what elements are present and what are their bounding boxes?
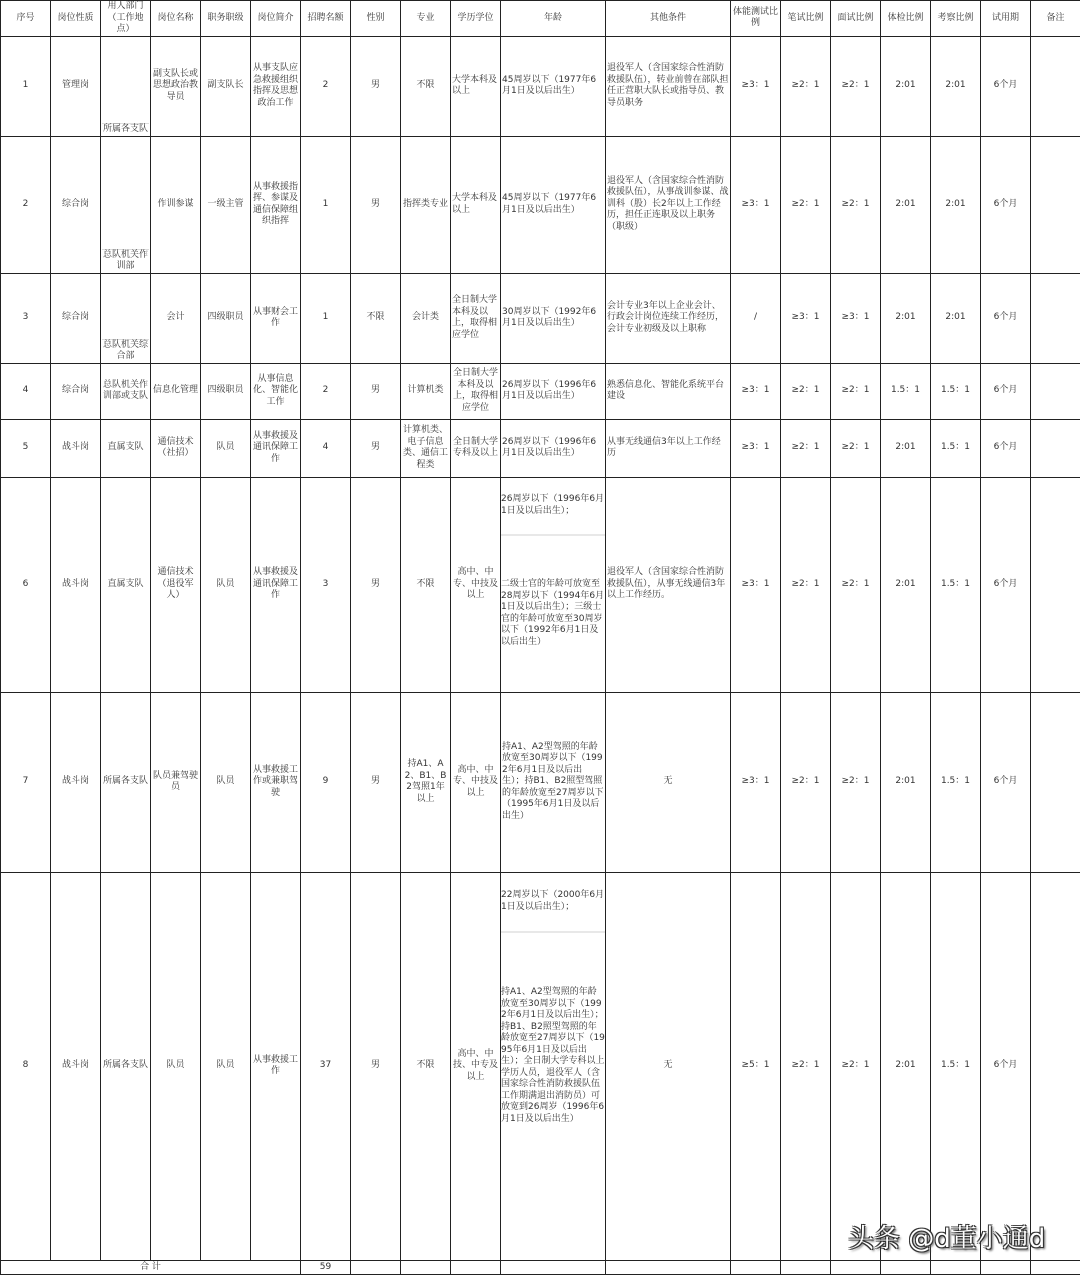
header-nature: 岗位性质: [51, 1, 101, 37]
cell-interview: ≥2：1: [831, 136, 881, 273]
cell-age: 45周岁以下（1977年6月1日及以后出生）: [501, 36, 606, 136]
cell-medical: 2:01: [881, 273, 931, 363]
cell-major: 指挥类专业: [401, 136, 451, 273]
cell-age: 45周岁以下（1977年6月1日及以后出生）: [501, 136, 606, 273]
cell-medical: 2:01: [881, 477, 931, 692]
cell-other: 无: [606, 872, 731, 1260]
cell-remark: [1031, 872, 1080, 1260]
cell-education: 大学本科及以上: [451, 36, 501, 136]
age-line: 26周岁以下（1996年6月1日及以后出生）；: [501, 478, 605, 534]
table-row: [1, 363, 1080, 419]
cell-probation: 6个月: [981, 363, 1031, 419]
cell-intro: 从事支队应急救援组织指挥及思想政治工作: [251, 36, 301, 136]
header-probation: 试用期: [981, 1, 1031, 37]
cell-nature: 战斗岗: [51, 419, 101, 477]
cell-gender: 男: [351, 36, 401, 136]
cell-remark: [1031, 363, 1080, 419]
cell-nature: 综合岗: [51, 363, 101, 419]
table-row: [1, 136, 1080, 273]
cell-age: [501, 872, 606, 1260]
cell-remark: [1031, 36, 1080, 136]
cell-dept: 所属各支队: [101, 872, 151, 1260]
cell-probation: 6个月: [981, 36, 1031, 136]
age-line: 二级士官的年龄可放宽至28周岁以下（1994年6月1日及以后出生）；三级士官的年龄可放宽至30周岁以下（1992年6月1日及以后出生）: [501, 534, 605, 692]
cell-probation: 6个月: [981, 477, 1031, 692]
cell-remark: [1031, 419, 1080, 477]
total-label: 合 计: [1, 1260, 301, 1274]
cell-quota: 2: [301, 363, 351, 419]
cell-major: 持A1、A2、B1、B2驾照1年以上: [401, 692, 451, 872]
cell-intro: 从事救援及通讯保障工作: [251, 419, 301, 477]
age-line: 持A1、A2型驾照的年龄放宽至30周岁以下（1992年6月1日及以后出生）；持B1、B2照型驾照的年龄放宽至27周岁以下（1995年6月1日及以后出生）；全日制大学专科以上学历人员，退役军人（含国家综合性消防救援队伍工作期满退出消防员）可放宽到26周岁（1996年6月1日及以后出生）: [501, 931, 605, 1260]
dept-label: 总队机关作训部: [102, 249, 149, 273]
cell-position: 副支队长或思想政治教导员: [151, 36, 201, 136]
cell-dept: [101, 273, 151, 363]
cell-no: 6: [1, 477, 51, 692]
cell-quota: 3: [301, 477, 351, 692]
cell-major: 计算机类: [401, 363, 451, 419]
cell-rank: 一级主管: [201, 136, 251, 273]
cell-gender: 不限: [351, 273, 401, 363]
cell-quota: 1: [301, 273, 351, 363]
cell-nature: 战斗岗: [51, 477, 101, 692]
cell-position: 作训参谋: [151, 136, 201, 273]
header-education: 学历学位: [451, 1, 501, 37]
cell-other: 无: [606, 692, 731, 872]
cell-major: 不限: [401, 872, 451, 1260]
dept-label: 总队机关综合部: [102, 339, 149, 363]
header-major: 专业: [401, 1, 451, 37]
cell-quota: 9: [301, 692, 351, 872]
cell-medical: 2:01: [881, 36, 931, 136]
cell-fitness: ≥3：1: [731, 692, 781, 872]
cell-nature: 战斗岗: [51, 692, 101, 872]
cell-other: 退役军人（含国家综合性消防救援队伍），从事战训参谋、战训科（股）长2年以上工作经历，担任正连职及以上职务（职级）: [606, 136, 731, 273]
header-inspection: 考察比例: [931, 1, 981, 37]
table-row: [1, 419, 1080, 477]
cell-other: 退役军人（含国家综合性消防救援队伍），转业前曾在部队担任正营职大队长或指导员、教导员职务: [606, 36, 731, 136]
cell-major: 不限: [401, 36, 451, 136]
table-row: [1, 273, 1080, 363]
table-row: [1, 692, 1080, 872]
cell-fitness: ≥3：1: [731, 419, 781, 477]
cell-quota: 4: [301, 419, 351, 477]
cell-intro: 从事救援及通讯保障工作: [251, 477, 301, 692]
cell-rank: 四级职员: [201, 273, 251, 363]
cell-intro: 从事救援工作或兼职驾驶: [251, 692, 301, 872]
cell-interview: ≥2：1: [831, 692, 881, 872]
cell-inspection: 1.5：1: [931, 363, 981, 419]
header-medical: 体检比例: [881, 1, 931, 37]
cell-education: 高中、中专、中技及以上: [451, 477, 501, 692]
cell-other: 会计专业3年以上企业会计、行政会计岗位连续工作经历，会计专业初级及以上职称: [606, 273, 731, 363]
cell-dept: [101, 36, 151, 136]
cell-education: 全日制大学专科及以上: [451, 419, 501, 477]
cell-interview: ≥2：1: [831, 872, 881, 1260]
cell-education: 全日制大学本科及以上，取得相应学位: [451, 363, 501, 419]
cell-other: 从事无线通信3年以上工作经历: [606, 419, 731, 477]
cell-no: 7: [1, 692, 51, 872]
cell-education: 大学本科及以上: [451, 136, 501, 273]
cell-position: 会计: [151, 273, 201, 363]
cell-fitness: ≥5：1: [731, 872, 781, 1260]
cell-written: ≥2：1: [781, 419, 831, 477]
cell-age: 26周岁以下（1996年6月1日及以后出生）: [501, 363, 606, 419]
cell-rank: 队员: [201, 872, 251, 1260]
cell-rank: 队员: [201, 419, 251, 477]
cell-probation: 6个月: [981, 273, 1031, 363]
cell-probation: 6个月: [981, 419, 1031, 477]
cell-gender: 男: [351, 477, 401, 692]
header-row: [1, 1, 1080, 37]
cell-major: 会计类: [401, 273, 451, 363]
cell-written: ≥2：1: [781, 363, 831, 419]
header-quota: 招聘名额: [301, 1, 351, 37]
header-age: 年龄: [501, 1, 606, 37]
cell-fitness: ≥3：1: [731, 477, 781, 692]
cell-quota: 1: [301, 136, 351, 273]
header-intro: 岗位简介: [251, 1, 301, 37]
cell-intro: 从事救援指挥、参谋及通信保障组织指挥: [251, 136, 301, 273]
cell-quota: 37: [301, 872, 351, 1260]
cell-intro: 从事救援工作: [251, 872, 301, 1260]
cell-no: 8: [1, 872, 51, 1260]
cell-written: ≥3：1: [781, 273, 831, 363]
cell-age: [501, 477, 606, 692]
cell-probation: 6个月: [981, 872, 1031, 1260]
cell-fitness: /: [731, 273, 781, 363]
cell-written: ≥2：1: [781, 36, 831, 136]
header-dept: 用人部门（工作地点）: [101, 1, 151, 37]
cell-nature: 综合岗: [51, 273, 101, 363]
cell-fitness: ≥3：1: [731, 36, 781, 136]
cell-age: 持A1、A2型驾照的年龄放宽至30周岁以下（1992年6月1日及以后出生）；持B1、B2照型驾照的年龄放宽至27周岁以下（1995年6月1日及以后出生）: [501, 692, 606, 872]
cell-fitness: ≥3：1: [731, 363, 781, 419]
cell-written: ≥2：1: [781, 692, 831, 872]
cell-gender: 男: [351, 363, 401, 419]
header-remark: 备注: [1031, 1, 1080, 37]
cell-rank: 队员: [201, 692, 251, 872]
cell-inspection: 1.5：1: [931, 419, 981, 477]
cell-gender: 男: [351, 419, 401, 477]
dept-label: 所属各支队: [102, 123, 149, 136]
cell-nature: 战斗岗: [51, 872, 101, 1260]
cell-major: 不限: [401, 477, 451, 692]
age-line: 22周岁以下（2000年6月1日及以后出生）；: [501, 873, 605, 931]
table-row: [1, 872, 1080, 1260]
cell-inspection: 2:01: [931, 136, 981, 273]
cell-intro: 从事财会工作: [251, 273, 301, 363]
header-fitness: 体能测试比例: [731, 1, 781, 37]
cell-inspection: 1.5：1: [931, 692, 981, 872]
table-row: [1, 477, 1080, 692]
cell-position: 通信技术（退役军人）: [151, 477, 201, 692]
cell-medical: 1.5：1: [881, 363, 931, 419]
cell-position: 队员: [151, 872, 201, 1260]
cell-medical: 2:01: [881, 692, 931, 872]
cell-nature: 综合岗: [51, 136, 101, 273]
cell-other: 熟悉信息化、智能化系统平台建设: [606, 363, 731, 419]
cell-intro: 从事信息化、智能化工作: [251, 363, 301, 419]
cell-probation: 6个月: [981, 692, 1031, 872]
cell-remark: [1031, 273, 1080, 363]
cell-medical: 2:01: [881, 136, 931, 273]
cell-position: 通信技术（社招）: [151, 419, 201, 477]
cell-written: ≥2：1: [781, 872, 831, 1260]
header-written: 笔试比例: [781, 1, 831, 37]
cell-position: 队员兼驾驶员: [151, 692, 201, 872]
cell-education: 高中、中专、中技及以上: [451, 692, 501, 872]
cell-medical: 2:01: [881, 872, 931, 1260]
cell-nature: 管理岗: [51, 36, 101, 136]
header-other: 其他条件: [606, 1, 731, 37]
cell-inspection: 1.5：1: [931, 872, 981, 1260]
cell-written: ≥2：1: [781, 136, 831, 273]
cell-gender: 男: [351, 872, 401, 1260]
cell-inspection: 2:01: [931, 273, 981, 363]
cell-no: 1: [1, 36, 51, 136]
cell-dept: 直属支队: [101, 419, 151, 477]
header-rank: 职务职级: [201, 1, 251, 37]
cell-interview: ≥2：1: [831, 363, 881, 419]
table-row: [1, 36, 1080, 136]
cell-age: 26周岁以下（1996年6月1日及以后出生）: [501, 419, 606, 477]
cell-inspection: 2:01: [931, 36, 981, 136]
cell-dept: 所属各支队: [101, 692, 151, 872]
cell-inspection: 1.5：1: [931, 477, 981, 692]
cell-remark: [1031, 477, 1080, 692]
cell-no: 2: [1, 136, 51, 273]
cell-gender: 男: [351, 692, 401, 872]
cell-rank: 队员: [201, 477, 251, 692]
cell-other: 退役军人（含国家综合性消防救援队伍），从事无线通信3年以上工作经历。: [606, 477, 731, 692]
cell-education: 高中、中技、中专及以上: [451, 872, 501, 1260]
cell-position: 信息化管理: [151, 363, 201, 419]
cell-rank: 副支队长: [201, 36, 251, 136]
cell-interview: ≥2：1: [831, 419, 881, 477]
cell-gender: 男: [351, 136, 401, 273]
cell-remark: [1031, 692, 1080, 872]
cell-medical: 2:01: [881, 419, 931, 477]
cell-education: 全日制大学本科及以上，取得相应学位: [451, 273, 501, 363]
cell-dept: 直属支队: [101, 477, 151, 692]
cell-dept: [101, 136, 151, 273]
cell-quota: 2: [301, 36, 351, 136]
cell-major: 计算机类、电子信息类、通信工程类: [401, 419, 451, 477]
cell-probation: 6个月: [981, 136, 1031, 273]
cell-no: 4: [1, 363, 51, 419]
cell-rank: 四级职员: [201, 363, 251, 419]
cell-dept: 总队机关作训部或支队: [101, 363, 151, 419]
cell-no: 5: [1, 419, 51, 477]
header-interview: 面试比例: [831, 1, 881, 37]
cell-interview: ≥3：1: [831, 273, 881, 363]
cell-age: 30周岁以下（1992年6月1日及以后出生）: [501, 273, 606, 363]
header-no: 序号: [1, 1, 51, 37]
header-gender: 性别: [351, 1, 401, 37]
cell-interview: ≥2：1: [831, 477, 881, 692]
cell-no: 3: [1, 273, 51, 363]
total-quota: 59: [301, 1260, 351, 1274]
cell-fitness: ≥3：1: [731, 136, 781, 273]
cell-written: ≥2：1: [781, 477, 831, 692]
cell-interview: ≥2：1: [831, 36, 881, 136]
cell-remark: [1031, 136, 1080, 273]
header-position: 岗位名称: [151, 1, 201, 37]
watermark: 头条 @d董小通d: [848, 1218, 1045, 1255]
